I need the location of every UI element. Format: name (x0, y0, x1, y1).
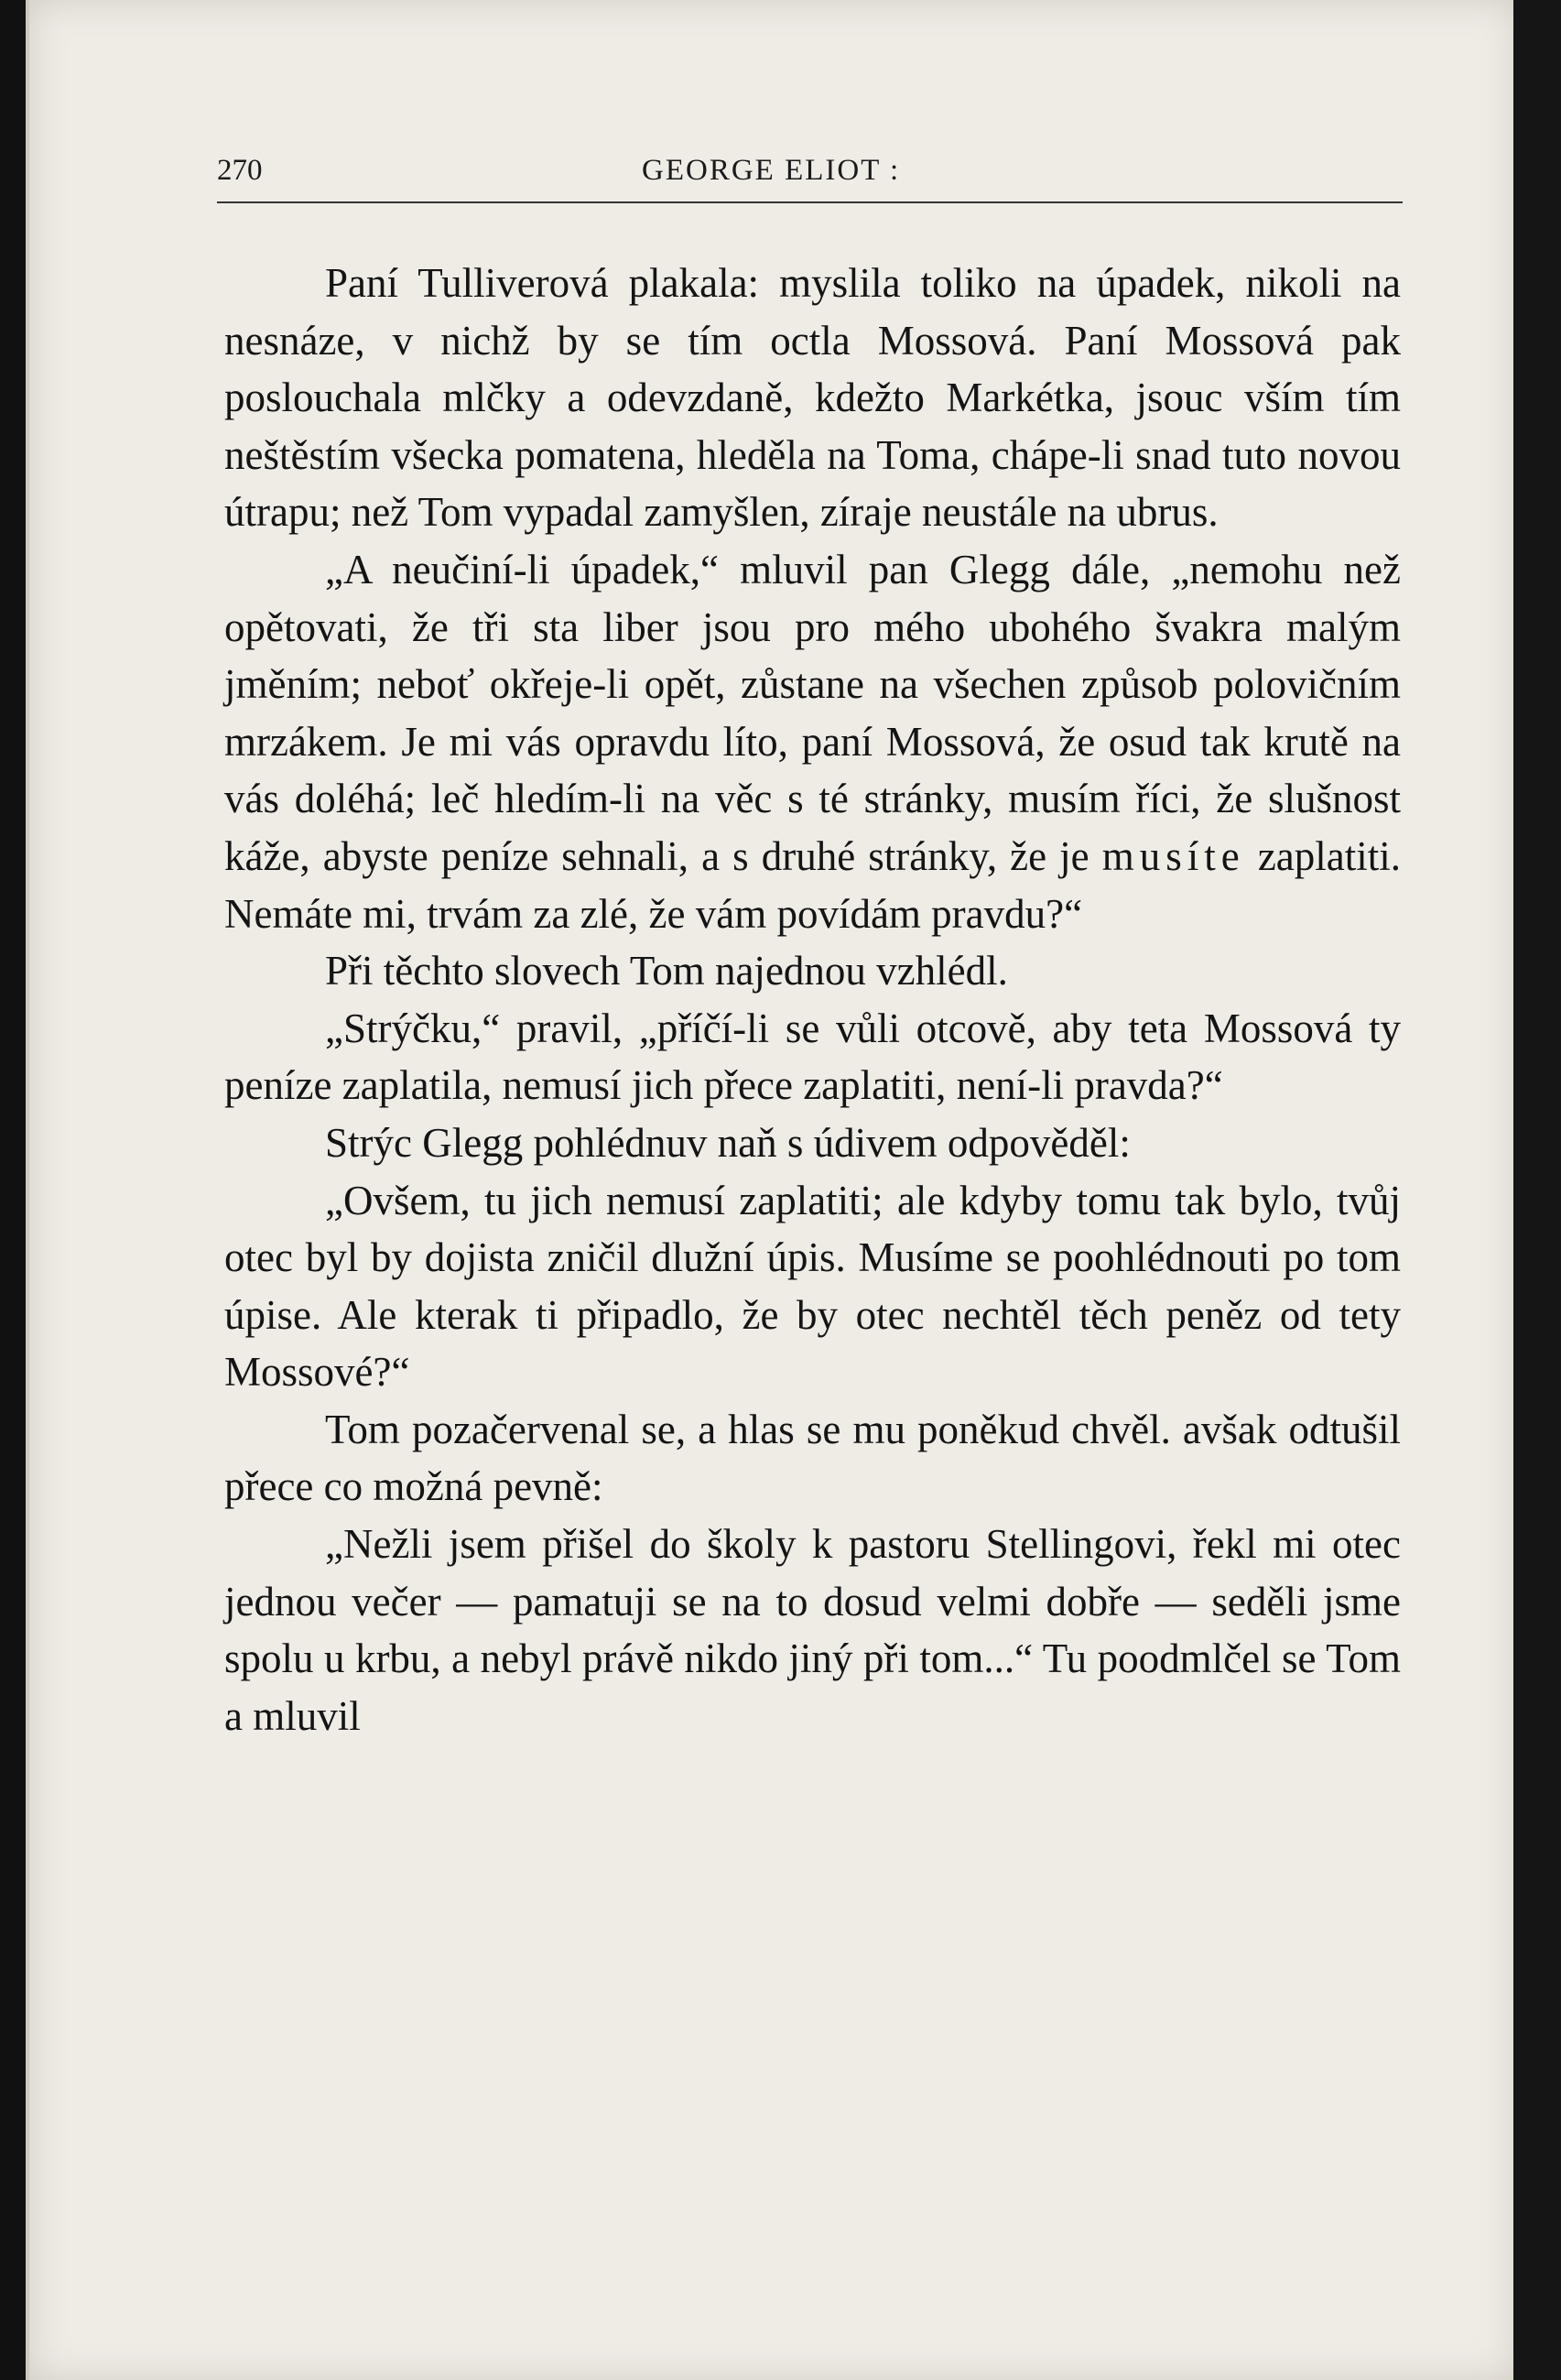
page-edge-shadow (1513, 0, 1561, 2380)
paragraph: Strýc Glegg pohlédnuv naň s údivem odpověděl: (325, 1119, 1131, 1166)
paragraph-text: zaplatiti. Nemáte mi, trvám za zlé, že vám povídám pravdu?“ (224, 832, 1401, 937)
page-header (217, 147, 1403, 203)
running-head: GEORGE ELIOT : (642, 154, 901, 187)
paragraph: „Nežli jsem přišel do školy k pastoru Stellingovi, řekl mi otec jednou večer — pamatuji se na to dosud velmi dobře — seděli jsme spolu u krbu, a nebyl právě nikdo jiný při tom...“ Tu poodmlčel se Tom a mluvil (224, 1521, 1401, 1739)
paragraph: Paní Tulliverová plakala: myslila toliko na úpadek, nikoli na nesnáze, v nichž by se tím octla Mossová. Paní Mossová pak poslouchala mlčky a odevzdaně, kdežto Markétka, jsouc vším tím neštěstím všecka pomatena, hleděla na Toma, chápe-li snad tuto novou útrapu; než Tom vypadal zamyšlen, zíraje neustále na ubrus. (224, 260, 1401, 536)
paragraph: „Ovšem, tu jich nemusí zaplatiti; ale kdyby tomu tak bylo, tvůj otec byl by dojista zničil dlužní úpis. Musíme se poohlédnouti po tom úpise. Ale kterak ti připadlo, že by otec nechtěl těch peněz od tety Mossové?“ (224, 1177, 1401, 1396)
paragraph-text: „A neučiní-li úpadek,“ mluvil pan Glegg dále, „nemohu než opětovati, že tři sta liber jsou pro mého ubohého švakra malým jměním; neboť okřeje-li opět, zůstane na všechen způsob polovičním mrzákem. Je mi vás opravdu líto, paní Mossová, že osud tak krutě na vás doléhá; leč hledím-li na věc s té stránky, musím říci, že slušnost káže, abyste peníze sehnali, a s druhé stránky, že je (224, 546, 1401, 879)
paragraph: Tom pozačervenal se, a hlas se mu poněkud chvěl. avšak odtušil přece co možná pevně: (224, 1406, 1401, 1510)
paragraph: „Strýčku,“ pravil, „příčí-li se vůli otcově, aby teta Mossová ty peníze zaplatila, nemusí jich přece zaplatiti, není-li pravda?“ (224, 1005, 1401, 1109)
emphasized-word: musíte (1101, 832, 1245, 879)
body-text (224, 255, 1401, 1744)
page-number: 270 (217, 154, 263, 187)
paragraph: Při těchto slovech Tom najednou vzhlédl. (325, 948, 1008, 994)
paragraph (224, 541, 1401, 942)
